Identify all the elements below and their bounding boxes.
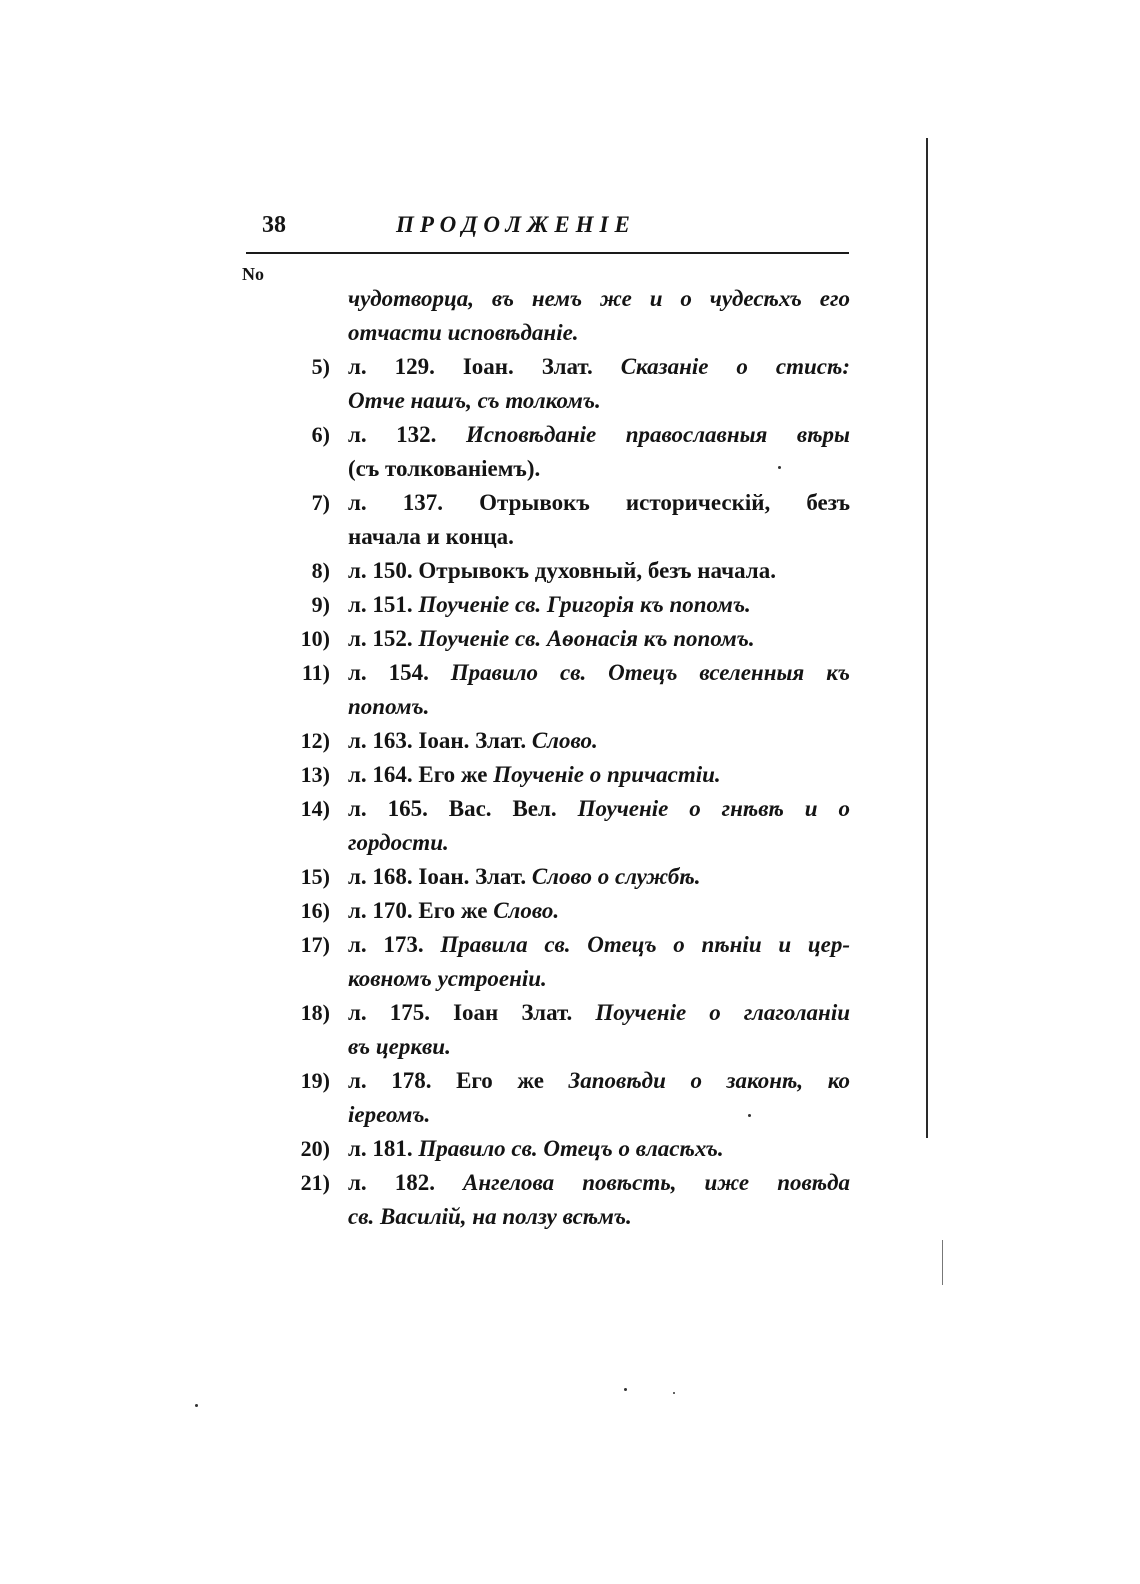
entry-number: 13) bbox=[300, 762, 330, 787]
work-title: Сказаніе о стисѣ: bbox=[620, 354, 851, 379]
author-text: Его же bbox=[418, 898, 494, 923]
work-title: Слово. bbox=[531, 728, 598, 753]
entry-line bbox=[0, 452, 1140, 486]
entry-line bbox=[0, 1064, 1140, 1098]
entry-text bbox=[348, 996, 850, 1030]
work-title: Правило св. Отецъ о власѣхъ. bbox=[418, 1136, 724, 1161]
author-text: Іоан. Злат. bbox=[418, 864, 532, 889]
folio-reference: л. 137. bbox=[348, 490, 480, 515]
work-title: гордости. bbox=[348, 830, 449, 855]
author-text: начала и конца. bbox=[348, 524, 514, 549]
print-speck bbox=[748, 1114, 751, 1117]
entry-line bbox=[0, 690, 1140, 724]
entry-text bbox=[348, 1064, 850, 1098]
entry-text bbox=[348, 452, 850, 486]
entry-number: 8) bbox=[311, 558, 330, 583]
author-text: Его же bbox=[456, 1068, 569, 1093]
folio-reference: л. 175. bbox=[348, 1000, 454, 1025]
author-text: Его же bbox=[418, 762, 494, 787]
entry-line bbox=[0, 962, 1140, 996]
entry-line bbox=[0, 928, 1140, 962]
entry-text bbox=[348, 826, 850, 860]
entry-text bbox=[348, 282, 850, 316]
entry-line bbox=[0, 724, 1140, 758]
work-title: Правила св. Отецъ о пѣніи и цер- bbox=[440, 932, 850, 957]
entry-line bbox=[0, 520, 1140, 554]
entry-text bbox=[348, 1166, 850, 1200]
entry-text bbox=[348, 316, 850, 350]
work-title: въ церкви. bbox=[348, 1034, 451, 1059]
entry-number: 10) bbox=[300, 626, 330, 651]
entry-line bbox=[0, 758, 1140, 792]
work-title: Ангелова повѣсть, иже повѣда bbox=[463, 1170, 851, 1195]
entry-text bbox=[348, 928, 850, 962]
folio-reference: л. 181. bbox=[348, 1136, 419, 1161]
entry-line bbox=[0, 1200, 1140, 1234]
entry-text bbox=[348, 350, 850, 384]
entry-text bbox=[348, 622, 850, 656]
number-column-label: No bbox=[242, 264, 264, 284]
work-title: Поученіе о причастіи. bbox=[493, 762, 721, 787]
entry-number: 9) bbox=[311, 592, 330, 617]
folio-reference: л. 173. bbox=[348, 932, 441, 957]
folio-reference: л. 152. bbox=[348, 626, 419, 651]
entry-text bbox=[348, 486, 850, 520]
entry-line bbox=[0, 826, 1140, 860]
work-title: отчасти исповѣданіе. bbox=[348, 320, 579, 345]
entry-text bbox=[348, 962, 850, 996]
work-title: Поученіе о гнѣвѣ и о bbox=[577, 796, 850, 821]
entry-text bbox=[348, 1132, 850, 1166]
folio-reference: л. 178. bbox=[348, 1068, 457, 1093]
work-title: чудотворца, въ немъ же и о чудесѣхъ его bbox=[348, 286, 850, 311]
running-title: ПРОДОЛЖЕНІЕ bbox=[396, 212, 636, 237]
entry-line bbox=[0, 282, 1140, 316]
entry-text bbox=[348, 758, 850, 792]
entry-line bbox=[0, 554, 1140, 588]
print-speck bbox=[624, 1388, 627, 1391]
entry-text bbox=[348, 724, 850, 758]
entry-number: 14) bbox=[300, 796, 330, 821]
entry-number: 18) bbox=[300, 1000, 330, 1025]
entry-text bbox=[348, 418, 850, 452]
folio-reference: л. 154. bbox=[348, 660, 451, 685]
work-title: Поученіе св. Григорія къ попомъ. bbox=[418, 592, 751, 617]
entry-line bbox=[0, 1030, 1140, 1064]
work-title: Поученіе о глаголаніи bbox=[595, 1000, 850, 1025]
work-title: попомъ. bbox=[348, 694, 430, 719]
entry-line bbox=[0, 316, 1140, 350]
folio-reference: л. 163. bbox=[348, 728, 419, 753]
entry-line bbox=[0, 588, 1140, 622]
entry-line bbox=[0, 656, 1140, 690]
entry-text bbox=[348, 384, 850, 418]
entry-number: 12) bbox=[300, 728, 330, 753]
work-title: Слово. bbox=[493, 898, 560, 923]
entry-text bbox=[348, 690, 850, 724]
entry-number: 6) bbox=[311, 422, 330, 447]
work-title: Исповѣданіе православныя вѣры bbox=[465, 422, 850, 447]
entry-line bbox=[0, 622, 1140, 656]
folio-reference: л. 165. bbox=[348, 796, 449, 821]
print-speck bbox=[778, 466, 781, 469]
work-title: Поученіе св. Аѳонасія къ попомъ. bbox=[418, 626, 755, 651]
entry-text bbox=[348, 860, 850, 894]
entry-line bbox=[0, 996, 1140, 1030]
work-title: Правило св. Отецъ вселенныя къ bbox=[450, 660, 850, 685]
entry-line bbox=[0, 894, 1140, 928]
entry-number: 19) bbox=[300, 1068, 330, 1093]
work-title: іереомъ. bbox=[348, 1102, 431, 1127]
entry-line bbox=[0, 792, 1140, 826]
entry-line bbox=[0, 350, 1140, 384]
entry-number: 17) bbox=[300, 932, 330, 957]
folio-reference: л. 170. bbox=[348, 898, 419, 923]
author-text: Іоан. Злат. bbox=[418, 728, 532, 753]
entry-text bbox=[348, 1098, 850, 1132]
entry-text bbox=[348, 1030, 850, 1064]
author-text: Іоан Злат. bbox=[453, 1000, 596, 1025]
entry-number: 16) bbox=[300, 898, 330, 923]
entry-text bbox=[348, 588, 850, 622]
entry-number: 21) bbox=[300, 1170, 330, 1195]
folio-reference: л. 164. bbox=[348, 762, 419, 787]
entry-line bbox=[0, 486, 1140, 520]
author-text: (съ толкованіемъ). bbox=[348, 456, 541, 481]
entry-text bbox=[348, 792, 850, 826]
entry-line bbox=[0, 418, 1140, 452]
work-title: Отче нашъ, съ толкомъ. bbox=[348, 388, 601, 413]
print-speck bbox=[673, 1392, 675, 1394]
entry-text bbox=[348, 656, 850, 690]
entry-number: 15) bbox=[300, 864, 330, 889]
author-text: Вас. Вел. bbox=[448, 796, 578, 821]
entry-line bbox=[0, 860, 1140, 894]
author-text: Отрывокъ историческій, безъ bbox=[479, 490, 850, 515]
folio-reference: л. 150. bbox=[348, 558, 419, 583]
entry-number: 7) bbox=[311, 490, 330, 515]
folio-reference: л. 182. bbox=[348, 1170, 464, 1195]
print-speck bbox=[195, 1404, 198, 1407]
entry-line bbox=[0, 384, 1140, 418]
work-title: Слово о службѣ. bbox=[531, 864, 701, 889]
entry-line bbox=[0, 1132, 1140, 1166]
folio-reference: л. 132. bbox=[348, 422, 466, 447]
folio-reference: л. 168. bbox=[348, 864, 419, 889]
entry-text bbox=[348, 1200, 850, 1234]
header-rule bbox=[246, 252, 849, 254]
folio-reference: л. 129. bbox=[348, 354, 463, 379]
entry-number: 5) bbox=[311, 354, 330, 379]
entry-line bbox=[0, 1098, 1140, 1132]
entry-text bbox=[348, 554, 850, 588]
entry-text bbox=[348, 520, 850, 554]
entry-text bbox=[348, 894, 850, 928]
work-title: св. Василій, на ползу всѣмъ. bbox=[348, 1204, 632, 1229]
work-title: Заповѣди о законѣ, ко bbox=[568, 1068, 851, 1093]
page-number: 38 bbox=[262, 212, 286, 238]
author-text: Іоан. Злат. bbox=[462, 354, 621, 379]
entry-number: 20) bbox=[300, 1136, 330, 1161]
work-title: ковномъ устроеніи. bbox=[348, 966, 547, 991]
author-text: Отрывокъ духовный, безъ начала. bbox=[418, 558, 776, 583]
page-edge-mark bbox=[942, 1240, 943, 1285]
entry-number: 11) bbox=[301, 660, 330, 685]
entry-line bbox=[0, 1166, 1140, 1200]
folio-reference: л. 151. bbox=[348, 592, 419, 617]
